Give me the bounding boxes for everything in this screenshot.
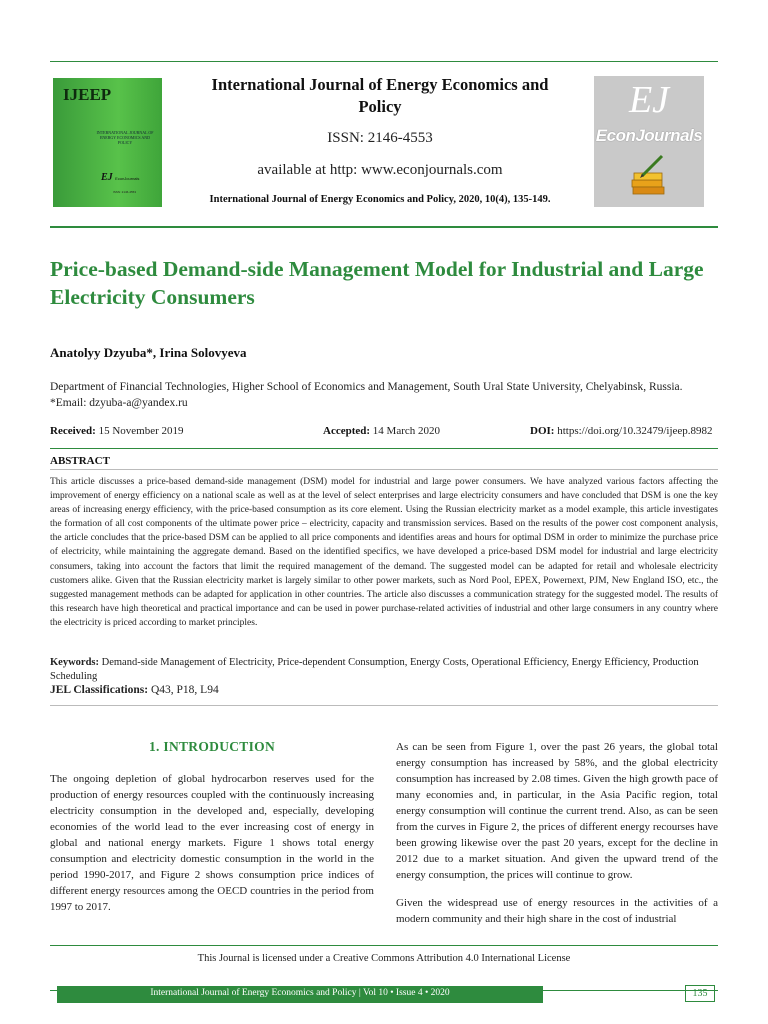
doi-label: DOI: xyxy=(530,425,555,437)
accepted-label: Accepted: xyxy=(323,425,371,437)
journal-cover-image xyxy=(53,78,162,207)
logo-econ-text: EconJournals xyxy=(595,126,703,145)
econjournals-logo xyxy=(594,76,704,207)
intro-paragraph-right-1: As can be seen from Figure 1, over the past 26 years, the global total energy consumption has increased by 58%, and the global electricity consumption has increased by 2.08 times. Given the high growth pace of many economies and, in particular, in the Asia Pacific region, total energy consumption will continue the current trend. Also, as can be seen from the curves in Figure 2, the prices of different energy recourses have been growing likewise over the past 20 years, except for the decline in 2012 due to a market situation. And given the upward trend of the energy consumption, the prices will continue to grow. xyxy=(396,741,718,881)
page-number: 135 xyxy=(685,985,715,1002)
received-date xyxy=(50,425,184,437)
cover-subtitle: INTERNATIONAL JOURNAL OF ENERGY ECONOMICS AND POLICY xyxy=(96,130,154,145)
keywords-bottom-rule xyxy=(50,705,718,706)
doi-value[interactable]: https://doi.org/10.32479/ijeep.8982 xyxy=(557,425,713,437)
author-affiliation: Department of Financial Technologies, Higher School of Economics and Management, South Ural State University, Chelyabinsk, Russia. *Email: dzyuba-a@yandex.ru xyxy=(50,381,683,409)
cover-abbr: IJEEP xyxy=(63,85,112,104)
books-pencil-icon xyxy=(630,154,668,196)
journal-issn: ISSN: 2146-4553 xyxy=(327,130,433,146)
doi xyxy=(530,425,713,437)
abstract-text: This article discusses a price-based demand-side management (DSM) model for industrial and large power consumers. We have analyzed various factors affecting the improvement of energy efficiency on a national scale as well as at the level of select enterprises and large electricity consumers and have concluded that DSM is one the key areas of increasing energy efficiency, with the price-based consumption as its core element. Using the Russian electricity market as a model example, this article investigates the formation of all cost components of the ultimate power price – electricity, capacity and transmission services. Based on the results of the power cost component analysis, the article concludes that the price-based DSM can be applied to all price components and identifies areas and hours for optimal DSM in order to minimize the purchase price of electricity, while maintaining the aggregate demand. Based on the identified specifics, we have developed a price-based DSM model for industrial and large electricity consumers, taking into account the factors that limit the required management of the demand. The suggested model can be adapted for retail and wholesale electricity customers alike. Given that the Russian electricity market is largely similar to other power markets, such as Nord Pool, EPEX, Powernext, PJM, New England ISO, etc., the suggested management methods can be adapted for application in other countries. The article also discusses a communication strategy for the suggested model. The results of this research have high theoretical and practical importance and can be used in power purchase-related activities of industrial and other large consumers in any country where the electricity is priced according to market principles. xyxy=(50,477,718,628)
abstract-head-rule xyxy=(50,469,718,470)
cover-mark xyxy=(101,172,139,183)
top-rule xyxy=(50,61,718,62)
cover-issn: ISSN: 2146-4553 xyxy=(113,190,137,194)
section-heading-introduction: 1. INTRODUCTION xyxy=(148,739,275,754)
cover-mark-ej: EJ xyxy=(101,172,113,183)
journal-citation: International Journal of Energy Economics and Policy, 2020, 10(4), 135-149. xyxy=(209,194,551,205)
footer-journal-info: International Journal of Energy Economics and Policy | Vol 10 • Issue 4 • 2020 xyxy=(150,988,450,998)
intro-paragraph-right-2: Given the widespread use of energy resources in the activities of a modern community and their high share in the cost of industrial xyxy=(396,897,718,925)
cover-mark-sub: EconJournals xyxy=(115,176,140,181)
journal-website: available at http: www.econjournals.com xyxy=(257,162,503,178)
keywords-label: Keywords: xyxy=(50,657,99,668)
license-notice: This Journal is licensed under a Creative Commons Attribution 4.0 International License xyxy=(197,953,571,964)
jel-value: Q43, P18, L94 xyxy=(150,684,219,696)
jel-classifications xyxy=(50,684,219,696)
keywords-value: Demand-side Management of Electricity, Price-dependent Consumption, Energy Costs, Operational Efficiency, Energy Efficiency, Production Scheduling xyxy=(50,657,699,682)
received-value: 15 November 2019 xyxy=(98,425,184,437)
accepted-value: 14 March 2020 xyxy=(372,425,441,437)
journal-title: International Journal of Energy Economics and Policy xyxy=(211,75,549,116)
abstract-top-rule xyxy=(50,448,718,449)
article-title: Price-based Demand-side Management Model for Industrial and Large Electricity Consumers xyxy=(50,257,704,309)
keywords xyxy=(50,656,718,684)
accepted-date xyxy=(323,425,440,437)
intro-paragraph-left: The ongoing depletion of global hydrocarbon reserves used for the production of energy resources coupled with the continuously increasing electricity consumption in the developed and, especially, developing economies of the world lead to the ever increasing cost of energy in global and national energy markets. Figure 1 shows total energy consumption and electricity domestic consumption in the world in the period 1990-2017, and Figure 2 shows consumption price indices of different energy resources among the OECD countries in the period from 1997 to 2017. xyxy=(50,773,374,913)
header-bottom-rule xyxy=(50,226,718,228)
jel-label: JEL Classifications: xyxy=(50,684,149,696)
abstract-heading: ABSTRACT xyxy=(50,455,110,467)
received-label: Received: xyxy=(50,425,96,437)
footer-top-rule xyxy=(50,945,718,946)
logo-ej-text: EJ xyxy=(628,79,670,121)
article-authors: Anatolyy Dzyuba*, Irina Solovyeva xyxy=(50,345,247,360)
